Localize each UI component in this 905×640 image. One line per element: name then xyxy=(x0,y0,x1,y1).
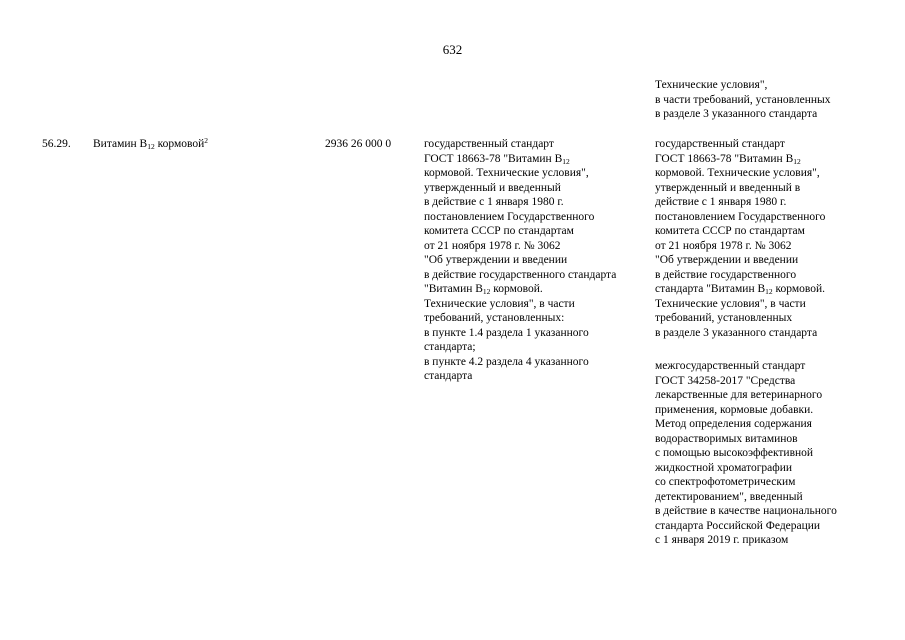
text-line: "Об утверждении и введении xyxy=(655,254,799,266)
text-line: в действие с 1 января 1980 г. xyxy=(424,196,564,208)
text-line: утвержденный и введенный xyxy=(424,181,561,194)
text-line: в действие государственного стандарта xyxy=(424,268,617,281)
text-line: ГОСТ 34258-2017 "Средства xyxy=(655,374,796,387)
text-line: водорастворимых витаминов xyxy=(655,432,798,445)
text-line: в действие в качестве национального xyxy=(655,505,837,517)
text-line: Технические условия", в части xyxy=(424,297,575,310)
text-line: государственный стандарт xyxy=(655,138,785,150)
text-line: Метод определения содержания xyxy=(655,418,812,430)
continuation-text xyxy=(655,78,831,122)
text-line: с помощью высокоэффективной xyxy=(655,447,814,459)
standard-text-column-5-block-2 xyxy=(655,359,837,548)
text-line: "Об утверждении и введении xyxy=(424,254,568,266)
tnved-code: 2936 26 000 0 xyxy=(325,138,392,150)
text-line: государственный стандарт xyxy=(424,138,554,150)
text-line: лекарственные для ветеринарного xyxy=(655,389,823,401)
standard-text-column-5-block-1 xyxy=(655,137,825,340)
standard-text-column-4 xyxy=(424,137,616,384)
text-line: стандарта Российской Федерации xyxy=(655,519,821,532)
text-line: стандарта; xyxy=(424,341,476,353)
text-line: кормовой. Технические условия", xyxy=(655,167,820,179)
text-line: стандарта xyxy=(424,370,473,382)
text-line: в разделе 3 указанного стандарта xyxy=(655,108,818,120)
text-line: ГОСТ 18663-78 "Витамин $B_{12}$ xyxy=(655,152,801,166)
text-line: от 21 ноября 1978 г. № 3062 xyxy=(424,239,561,252)
product-name: Витамин $B_{12}$ кормовой$^2$ xyxy=(93,136,208,151)
text-line: Технические условия", в части xyxy=(655,297,806,310)
text-line: межгосударственный стандарт xyxy=(655,360,806,372)
text-line: в пункте 1.4 раздела 1 указанного xyxy=(424,326,589,339)
text-line: в действие государственного xyxy=(655,268,797,281)
text-line: в части требований, установленных xyxy=(655,93,831,106)
text-line: кормовой. Технические условия", xyxy=(424,167,589,179)
text-line: жидкостной хроматографии xyxy=(655,461,793,474)
text-line: Технические условия", xyxy=(655,79,768,91)
text-line: в разделе 3 указанного стандарта xyxy=(655,326,818,339)
page-number: 632 xyxy=(442,42,463,57)
text-line: применения, кормовые добавки. xyxy=(655,403,814,416)
text-line: в пункте 4.2 раздела 4 указанного xyxy=(424,355,589,368)
text-line: комитета СССР по стандартам xyxy=(424,225,574,237)
text-line: требований, установленных xyxy=(655,312,793,324)
text-line: требований, установленных: xyxy=(424,312,565,324)
text-line: "Витамин $B_{12}$ кормовой. xyxy=(424,283,543,296)
text-line: ГОСТ 18663-78 "Витамин $B_{12}$ xyxy=(424,152,570,166)
text-line: постановлением Государственного xyxy=(424,210,595,223)
text-line: действие с 1 января 1980 г. xyxy=(655,196,787,208)
text-line: утвержденный и введенный в xyxy=(655,181,801,194)
text-line: комитета СССР по стандартам xyxy=(655,225,805,237)
text-line: детектированием", введенный xyxy=(655,490,803,503)
text-line: с 1 января 2019 г. приказом xyxy=(655,534,789,546)
text-line: постановлением Государственного xyxy=(655,210,826,223)
row-number: 56.29. xyxy=(42,138,71,150)
text-line: стандарта "Витамин $B_{12}$ кормовой. xyxy=(655,283,826,296)
text-line: со спектрофотометрическим xyxy=(655,476,796,488)
text-line: от 21 ноября 1978 г. № 3062 xyxy=(655,239,792,252)
